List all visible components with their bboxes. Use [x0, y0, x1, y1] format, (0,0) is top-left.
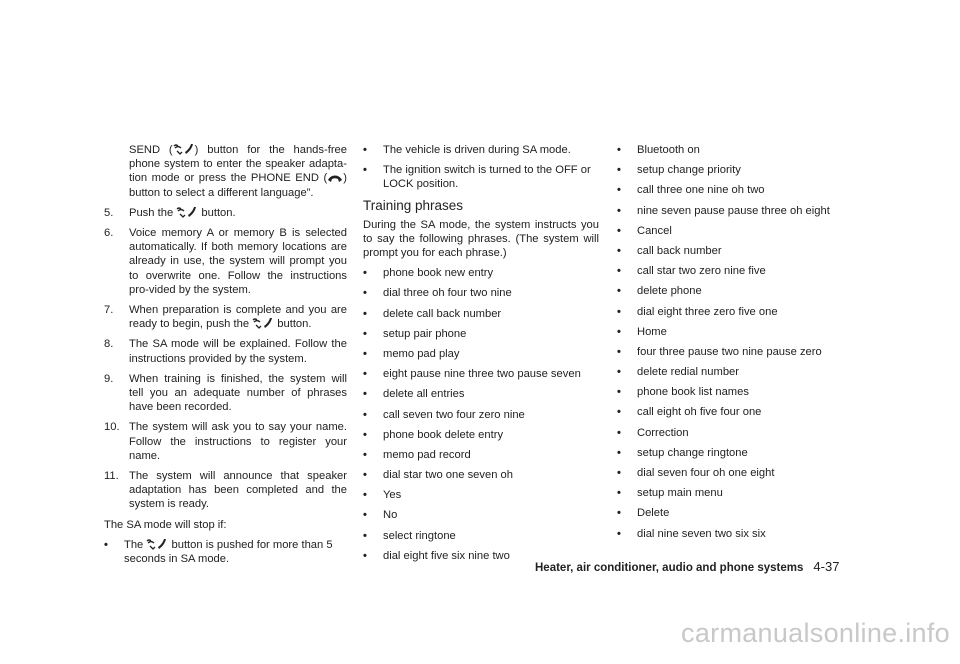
phrase-item: • Correction	[617, 426, 689, 439]
watermark: carmanualsonline.info	[681, 618, 950, 648]
phrase-item: • nine seven pause pause three oh eight	[617, 204, 830, 217]
phrase-item: • dial nine seven two six six	[617, 527, 766, 540]
stop-bullet: • The vehicle is driven during SA mode.	[363, 144, 571, 156]
phrase-item: • setup pair phone	[363, 327, 467, 340]
phrase-item: • delete redial number	[617, 366, 739, 379]
stop-bullet: • The ignition switch is turned to the OFF or LOCK position.	[363, 164, 591, 191]
step-6: 6. Voice memory A or memory B is selected automatically. If both memory locations are already in use, the system will prompt you to overwrite one. Follow the instructions pro-vided by the system.	[104, 227, 347, 296]
phrase-item: • memo pad play	[363, 347, 460, 360]
phone-send-icon	[252, 317, 274, 329]
step-10: 10. The system will ask you to say your name. Follow the instructions to register your name.	[104, 421, 347, 462]
phrase-item: • Cancel	[617, 224, 672, 237]
phrase-item: • phone book new entry	[363, 267, 494, 280]
phrase-item: • setup change priority	[617, 164, 741, 177]
phrase-item: • phone book list names	[617, 386, 749, 399]
section-intro: During the SA mode, the system instructs you to say the following phrases. (The system will prompt you for each phrase.)	[363, 218, 599, 260]
step-7: 7. When preparation is complete and you are ready to begin, push the button.	[104, 304, 347, 331]
phrase-item: • Yes	[363, 489, 402, 502]
step-9: 9. When training is finished, the system will tell you an adequate number of phrases have been recorded.	[104, 372, 347, 414]
phrase-item: • delete all entries	[363, 388, 465, 401]
phrase-item: • memo pad record	[363, 448, 471, 461]
phrase-item: • Home	[617, 325, 667, 338]
phrase-item: • eight pause nine three two pause seven	[363, 368, 581, 381]
phrase-list	[363, 266, 599, 569]
phrase-item: • dial eight three zero five one	[617, 305, 778, 318]
phrase-item: • No	[363, 509, 398, 522]
phrase-item: • select ringtone	[363, 529, 456, 542]
step-5: 5. Push the button.	[104, 206, 236, 219]
phrase-item: • dial star two one seven oh	[363, 469, 513, 482]
phrase-item: • delete phone	[617, 285, 702, 298]
middle-column	[363, 143, 599, 569]
phrase-item: • dial eight five six nine two	[363, 549, 510, 562]
phone-send-icon	[146, 538, 168, 550]
phrase-item: • setup change ringtone	[617, 446, 748, 459]
phrase-item: • Delete	[617, 507, 670, 520]
stop-heading: The SA mode will stop if:	[104, 518, 227, 531]
phrase-item: • four three pause two nine pause zero	[617, 345, 822, 358]
stop-bullet: • The button is pushed for more than 5 seconds in SA mode.	[104, 538, 333, 566]
page-number: 4-37	[813, 559, 840, 574]
step-11: 11. The system will announce that speaker adaptation has been completed and the system is ready.	[104, 470, 347, 511]
phone-end-icon	[327, 173, 343, 183]
intro-paragraph: SEND ( ) button for the hands-free phone system to enter the speaker adapta-tion mode or press the PHONE END ( ) button to select a different language”.	[129, 144, 348, 199]
phone-send-icon	[176, 206, 198, 218]
phrase-item: • call star two zero nine five	[617, 265, 766, 278]
page-footer	[535, 560, 839, 575]
phrase-item: • dial seven four oh one eight	[617, 467, 775, 479]
left-column	[104, 143, 347, 572]
phrase-item: • dial three oh four two nine	[363, 287, 512, 300]
phrase-item: • call back number	[617, 244, 722, 257]
phrase-item: • Bluetooth on	[617, 144, 700, 156]
step-8: 8. The SA mode will be explained. Follow the instructions provided by the system.	[104, 338, 347, 365]
phrase-item: • setup main menu	[617, 487, 723, 500]
phrase-list	[617, 143, 853, 547]
right-column	[617, 143, 853, 547]
phrase-item: • delete call back number	[363, 307, 502, 320]
section-heading: Training phrases	[363, 197, 464, 213]
phrase-item: • call three one nine oh two	[617, 184, 765, 197]
footer-section-title: Heater, air conditioner, audio and phone systems	[535, 562, 804, 574]
phrase-item: • phone book delete entry	[363, 428, 504, 441]
phrase-item: • call eight oh five four one	[617, 406, 762, 419]
phone-send-icon	[173, 143, 195, 155]
phrase-item: • call seven two four zero nine	[363, 408, 525, 421]
